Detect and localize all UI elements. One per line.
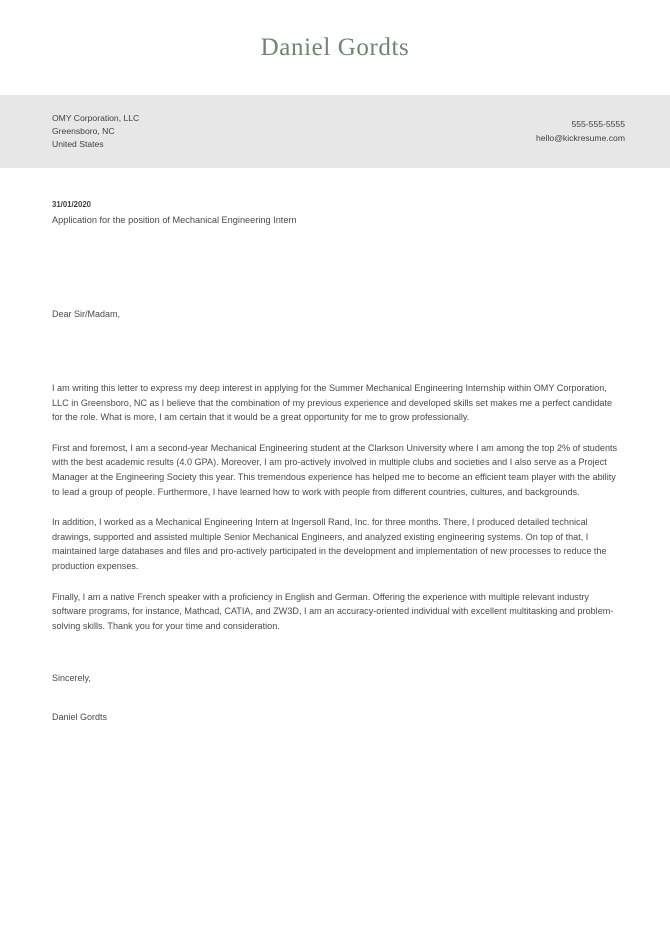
letter-paragraph: First and foremost, I am a second-year Mechanical Engineering student at the Clarkson University where I am among the top 2% of students with the best academic results (4.0 GPA). Moreover, I am pro-actively involved in multiple clubs and societies and I also serve as a Project Manager at the Engineering Society this year. This tremendous experience has helped me to become an efficient team player with the ability to lead a group of people. Furthermore, I have learned how to work with people from different countries, cultures, and backgrounds. — [52, 442, 618, 497]
recipient-company: OMY Corporation, LLC — [52, 112, 140, 123]
signature-name: Daniel Gordts — [52, 712, 108, 723]
letter-paragraph: I am writing this letter to express my deep interest in applying for the Summer Mechanical Engineering Internship within OMY Corporation, LLC in Greensboro, NC as I believe that the combination of my previous experience and developed skills set makes me a perfect candidate for the role. What is more, I am certain that it would be a great opportunity for me to grow professionally. — [52, 383, 613, 423]
letter-paragraph: In addition, I worked as a Mechanical Engineering Intern at Ingersoll Rand, Inc. for three months. There, I produced detailed technical drawings, supported and assisted multiple Senior Mechanical Engineers, and analyzed existing engineering systems. On top of that, I maintained large databases and files and pro-actively participated in the development and implementation of new processes to reduce the production expenses. — [52, 517, 607, 571]
letter-header — [0, 0, 670, 95]
letter-paragraph: Finally, I am a native French speaker with a proficiency in English and German. Offering the experience with multiple relevant industry software programs, for instance, Mathcad, CATIA, and ZW3D, I am an accuracy-oriented individual with excellent multitasking and problem-solving skills. Thank you for your time and consideration. — [52, 591, 614, 631]
letter-date: 31/01/2020 — [52, 200, 92, 209]
letter-closing-block — [52, 671, 625, 724]
closing-line: Sincerely, — [52, 673, 91, 684]
contact-band — [0, 95, 670, 168]
letter-subject: Application for the position of Mechanical Engineering Intern — [52, 215, 297, 225]
sender-email[interactable]: hello@kickresume.com — [536, 132, 625, 143]
recipient-country: United States — [52, 139, 104, 150]
salutation: Dear Sir/Madam, — [52, 309, 121, 319]
recipient-address-block — [52, 112, 139, 152]
letter-meta-block — [52, 168, 625, 228]
sender-contact-block — [536, 118, 625, 144]
letter-paragraphs — [52, 381, 625, 633]
recipient-city: Greensboro, NC — [52, 125, 115, 136]
letter-body-region — [0, 168, 670, 724]
candidate-name: Daniel Gordts — [260, 33, 410, 61]
sender-phone: 555-555-5555 — [571, 119, 625, 130]
